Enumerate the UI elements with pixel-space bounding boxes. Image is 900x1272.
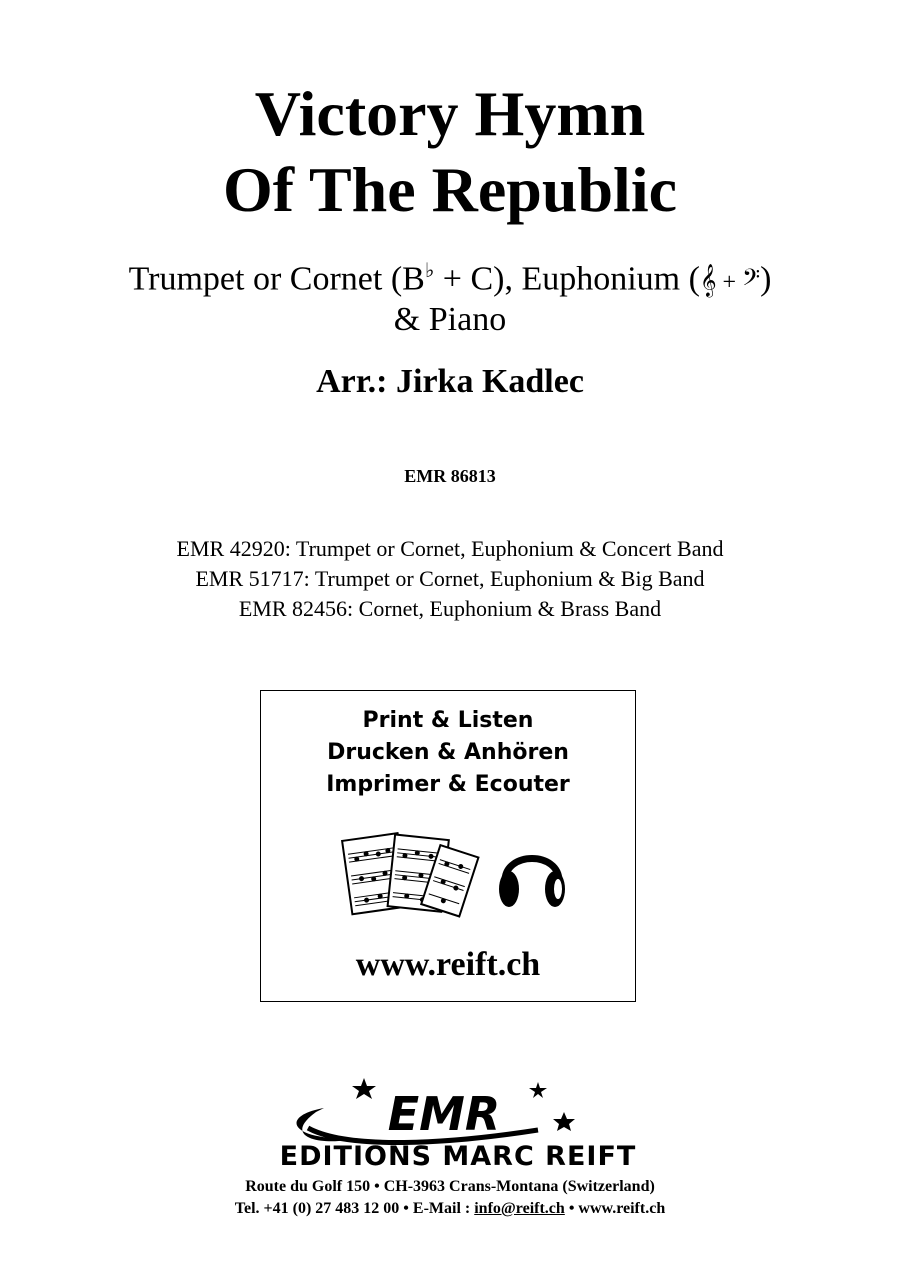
headphones-icon: [499, 859, 565, 908]
promo-line-english: Print & Listen: [362, 708, 534, 733]
address-line: Route du Golf 150 • CH-3963 Crans-Montana (Switzerland): [245, 1178, 655, 1195]
promo-url: www.reift.ch: [355, 946, 541, 983]
promo-text: [261, 705, 635, 801]
instrumentation-text-a: Trumpet or Cornet (B: [128, 260, 425, 298]
promo-line-german: Drucken & Anhören: [327, 740, 569, 765]
page-title: [0, 76, 900, 228]
other-editions-list: [0, 534, 900, 624]
publisher-name: EDITIONS MARC REIFT: [279, 1141, 637, 1172]
sheet-music-icon: [342, 833, 478, 916]
edition-item: EMR 42920: Trumpet or Cornet, Euphonium & Concert Band: [176, 536, 724, 561]
instrumentation-text-b: + C), Euphonium (: [434, 260, 700, 298]
publisher-address: [0, 1176, 900, 1220]
logo-text: EMR: [387, 1087, 501, 1141]
bass-clef-icon: 𝄢: [742, 263, 761, 297]
treble-clef-icon: 𝄞: [699, 263, 717, 297]
edition-item: EMR 51717: Trumpet or Cornet, Euphonium & Big Band: [195, 566, 705, 591]
print-listen-box: [260, 690, 636, 1002]
publisher-logo: [238, 1072, 678, 1177]
instrumentation: [0, 252, 900, 339]
arranger: Arr.: Jirka Kadlec: [316, 363, 584, 400]
email-link[interactable]: info@reift.ch: [474, 1200, 565, 1217]
phone-text: Tel. +41 (0) 27 483 12 00 • E-Mail :: [234, 1200, 475, 1217]
contact-line: [0, 1198, 900, 1220]
title-line-2: Of The Republic: [223, 154, 677, 225]
promo-icons: [337, 823, 567, 928]
catalog-code: EMR 86813: [404, 466, 496, 486]
promo-line-french: Imprimer & Ecouter: [326, 772, 570, 797]
instrumentation-text-c: ): [760, 260, 772, 298]
instrumentation-line-2: & Piano: [393, 301, 507, 339]
instrumentation-line-1: [0, 252, 900, 301]
instrumentation-plus: +: [716, 269, 743, 296]
flat-sign: ♭: [424, 260, 435, 282]
edition-item: EMR 82456: Cornet, Euphonium & Brass Band: [238, 596, 662, 621]
title-line-1: Victory Hymn: [254, 78, 646, 149]
website-text: • www.reift.ch: [564, 1200, 666, 1217]
